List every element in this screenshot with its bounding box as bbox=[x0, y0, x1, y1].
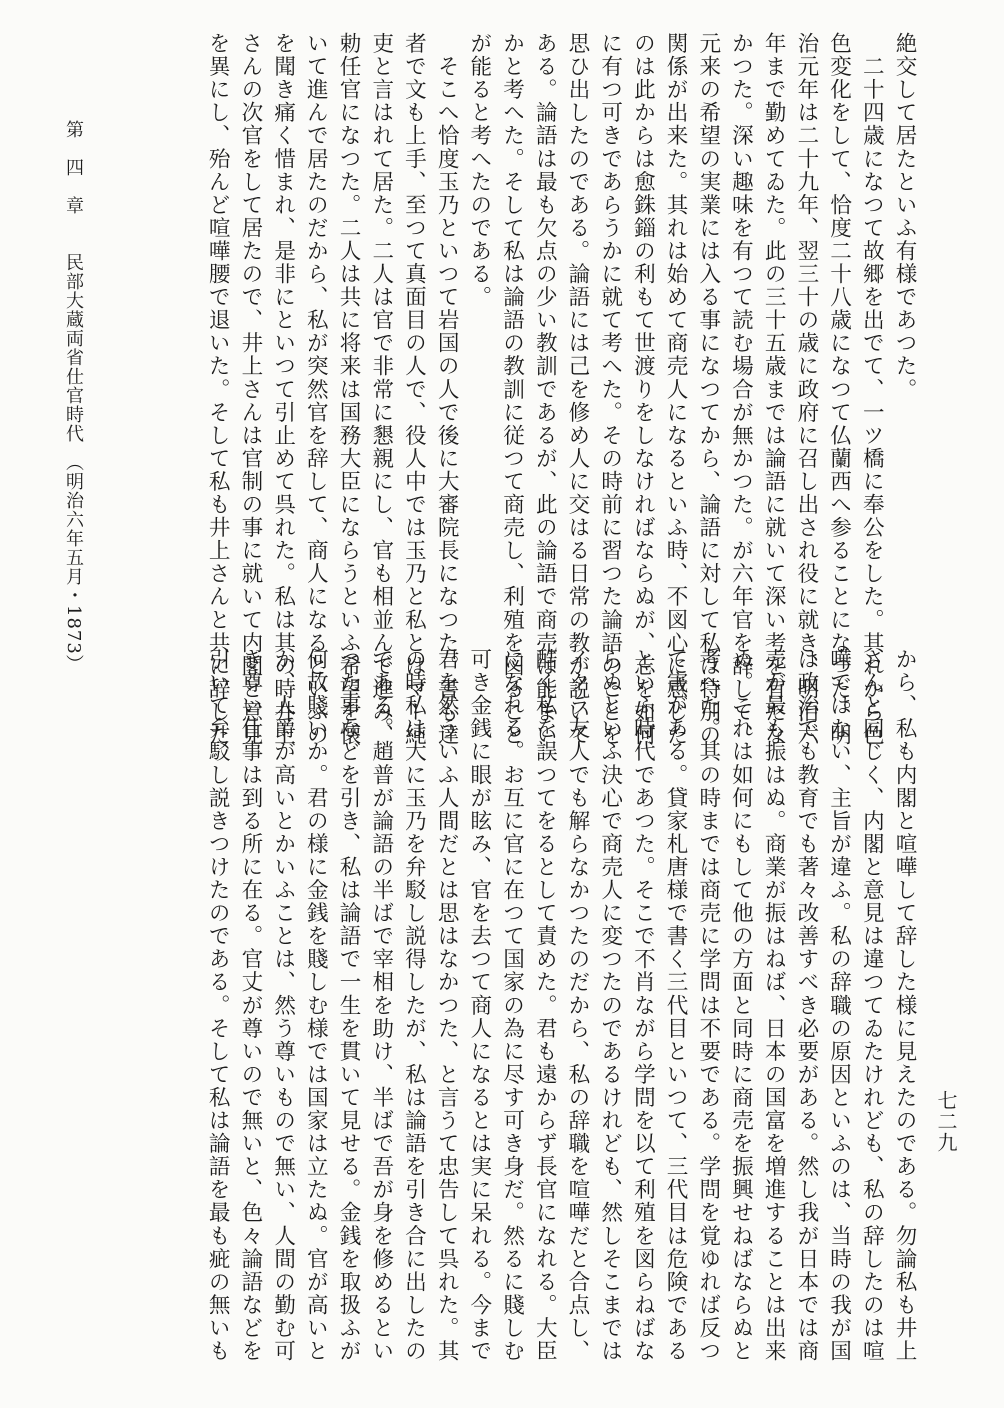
text-line: 関係が出来た。其れは始めて商売人になるといふ時、不図心に感じた bbox=[663, 32, 689, 747]
text-line: イクラ友人でも解らなかつたのだから、私の辞職を喧嘩だと合点し、 bbox=[564, 648, 590, 1363]
text-line: の時私は大に玉乃を弁駁し説得したが、私は論語を引き合に出したの bbox=[401, 648, 427, 1363]
text-line: 絶交して居たといふ有様であつた。 bbox=[892, 32, 917, 401]
text-line: 君を然ういふ人間だとは思はなかつた、と言うて忠告して呉れた。其 bbox=[434, 648, 460, 1363]
text-line: き尊い仕事は到る所に在る。官丈が尊いので無いと、色々論語などを bbox=[237, 648, 263, 1363]
page-number: 七二九 bbox=[934, 1090, 958, 1153]
text-line: 勅任官になつた。二人は共に将来は国務大臣にならうといふ希望を懐 bbox=[336, 32, 362, 747]
text-line: 色変化をして、恰度二十八歳になつて仏蘭西へ参ることになつた。明 bbox=[826, 32, 852, 747]
text-line: 元来の希望の実業には入る事になつてから、論語に対して私は特別の bbox=[695, 32, 721, 747]
text-line: か、人爵が高いとかいふことは、然う尊いもので無い、人間の勤む可 bbox=[270, 648, 296, 1363]
text-line: 嘩ではない、主旨が違ふ。私の辞職の原因といふのは、当時の我が国 bbox=[826, 648, 852, 1363]
text-line: ある。論語は最も欠点の少い教訓であるが、此の論語で商売は能まい bbox=[532, 32, 558, 747]
text-line: いて進んで居たのだから、私が突然官を辞して、商人になるといふの bbox=[303, 32, 329, 747]
text-block-lower bbox=[98, 648, 920, 1363]
text-line: かつた。深い趣味を有つて読む場合が無かつた。が六年官を辞して、 bbox=[728, 32, 754, 747]
text-line: さんの次官をして居たので、井上さんは官制の事に就いて内閣と意見 bbox=[237, 32, 263, 747]
text-line: が能ると考へたのである。 bbox=[466, 32, 492, 309]
text-line: らぬといふ決心で商売人に変つたのであるけれども、然しそこまでは bbox=[597, 648, 623, 1363]
text-line: のは此からは愈銖錙の利もて世渡りをしなければならぬが、志を如何 bbox=[630, 32, 656, 747]
text-line: ぬ。これは如何にもして他の方面と同時に商売を振興せねばならぬと bbox=[728, 648, 754, 1363]
text-line: 可き金銭に眼が眩み、官を去つて商人になるとは実に呆れる。今まで bbox=[466, 648, 492, 1363]
text-block-upper bbox=[106, 32, 920, 747]
text-line: 何故賤いか。君の様に金銭を賤しむ様では国家は立たぬ。官が高いと bbox=[303, 648, 329, 1363]
text-line: つた事などを引き、私は論語で一生を貫いて見せる。金銭を取扱ふが bbox=[336, 648, 362, 1363]
text-line: 酷く私を誤つてをるとして責めた。君も遠からず長官になれる。大臣 bbox=[532, 648, 558, 1363]
text-line: に有つ可きであらうかに就て考へた。その時前に習つた論語のことを bbox=[597, 32, 623, 747]
text-line: を異にし、殆んど喧嘩腰で退いた。そして私も井上さんと共に辞した bbox=[205, 32, 231, 747]
text-line: かと考へた。そして私は論語の教訓に従つて商売し、利殖を図ること bbox=[499, 32, 525, 747]
text-line: 吏と言はれて居た。二人は官で非常に懇親にし、官も相並んで進み、 bbox=[368, 32, 394, 747]
text-line: 考へた。其の時までは商売に学問は不要である。学問を覚ゆれば反つ bbox=[695, 648, 721, 1363]
text-line: 引いて弁駁し説きつけたのである。そして私は論語を最も疵の無いも bbox=[205, 648, 231, 1363]
text-line: 者で文も上手、至つて真面目の人で、役人中では玉乃と私とはマー純 bbox=[401, 32, 427, 747]
text-line: 治元年は二十九年、翌三十の歳に政府に召し出され役に就き、明治六 bbox=[793, 32, 819, 747]
text-line: て害がある。貸家札唐様で書く三代目といつて、三代目は危険である bbox=[663, 648, 689, 1363]
text-line: そこへ恰度玉乃といつて岩国の人で後に大審院長になつた。書も達 bbox=[434, 32, 460, 747]
text-line: 思ひ出したのである。論語には己を修め人に交はる日常の教が説いて bbox=[564, 32, 590, 747]
text-line: を聞き痛く惜まれ、是非にといつて引止めて呉れた。私は其の時井上 bbox=[270, 32, 296, 747]
text-line: は政治でも教育でも著々改善すべき必要がある。然し我が日本では商 bbox=[793, 648, 819, 1363]
text-line: さんと同じく、内閣と意見は違つてゐたけれども、私の辞したのは喧 bbox=[859, 648, 885, 1363]
text-line: になれる。お互に官に在つて国家の為に尽す可き身だ。然るに賤しむ bbox=[499, 648, 525, 1363]
text-line: から、私も内閣と喧嘩して辞した様に見えたのである。勿論私も井上 bbox=[892, 648, 917, 1363]
text-line: 二十四歳になつて故郷を出でて、一ツ橋に奉公をした。其れから色 bbox=[859, 32, 885, 747]
text-line: 売が最も振はぬ。商業が振はねば、日本の国富を増進することは出来 bbox=[761, 648, 787, 1363]
text-line: といふ時代であつた。そこで不肖ながら学問を以て利殖を図らねばな bbox=[630, 648, 656, 1363]
text-line: 年まで勤めてゐた。此の三十五歳までは論語に就いて深い考を有たな bbox=[761, 32, 787, 747]
running-head: 第 四 章 民部大蔵両省仕官時代 （明治六年五月・1873） bbox=[63, 120, 84, 674]
text-line: である。趙普が論語の半ばで宰相を助け、半ばで吾が身を修めるとい bbox=[368, 648, 394, 1363]
